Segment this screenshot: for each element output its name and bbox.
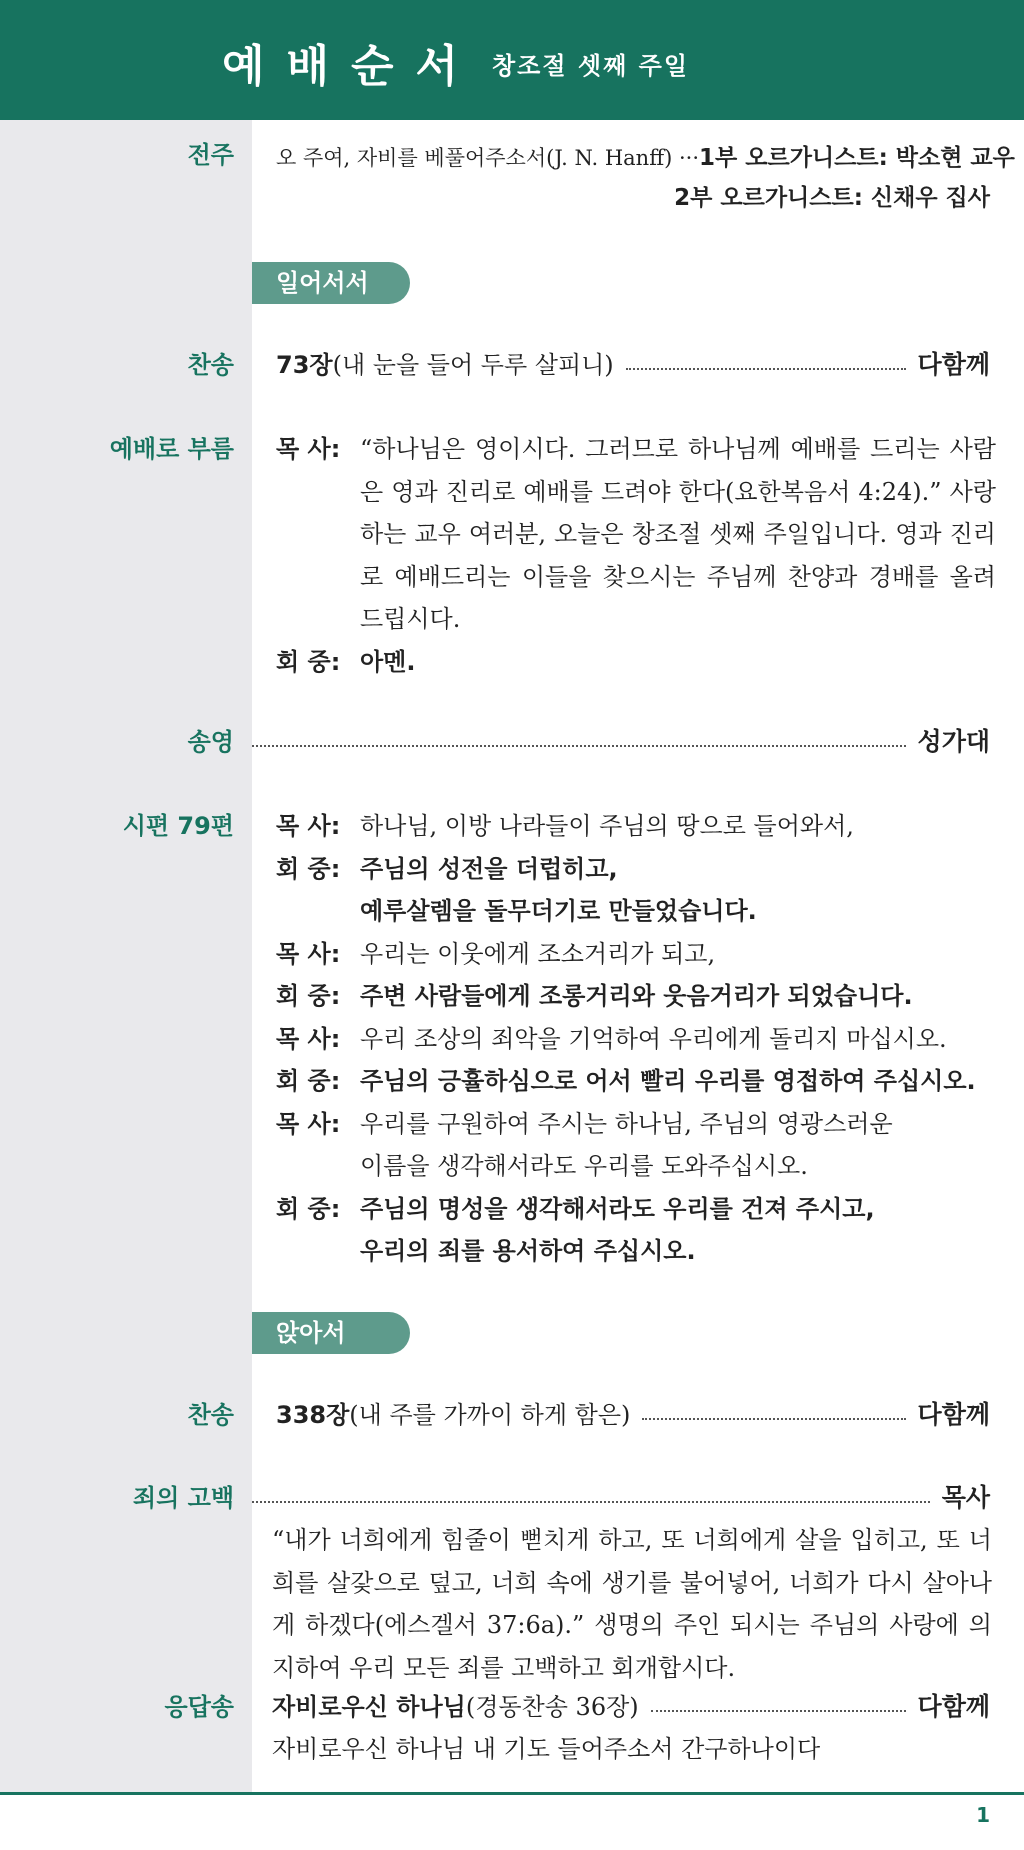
hymn1-number: 73장 [276, 351, 333, 379]
dialog-entry [276, 1103, 996, 1146]
prelude-block [276, 138, 1015, 218]
dialog-entry [276, 428, 996, 641]
speaker [276, 890, 360, 933]
response-source: (경동찬송 36장) [465, 1693, 639, 1721]
dialog-text: 주변 사람들에게 조롱거리와 웃음거리가 되었습니다. [360, 982, 913, 1010]
dialog-text: 우리를 구원하여 주시는 하나님, 주님의 영광스러운 [360, 1109, 893, 1138]
organist-2: 2부 오르가니스트: 신채우 집사 [674, 185, 990, 211]
dialog-text: 하나님, 이방 나라들이 주님의 땅으로 들어와서, [360, 812, 854, 840]
organist-1: 1부 오르가니스트: 박소현 교우 [699, 145, 1015, 171]
dialog-text: 주님의 성전을 더럽히고, [360, 854, 618, 883]
dialog-entry [276, 1145, 996, 1188]
hymn1-label: 찬송 [187, 351, 234, 379]
psalm-dialog [276, 805, 996, 1273]
header-banner [0, 0, 1024, 120]
dialog-text: 주님의 긍휼하심으로 어서 빨리 우리를 영접하여 주십시오. [360, 1067, 976, 1095]
hymn1-by: 다함께 [917, 350, 990, 379]
dialog-entry [276, 975, 996, 1018]
anthem-label: 송영 [187, 728, 234, 756]
dialog-entry [276, 641, 996, 684]
response-by: 다함께 [917, 1692, 990, 1721]
speaker: 회 중: [276, 647, 341, 676]
dot-leader [642, 1418, 905, 1420]
stand-pill: 일어서서 [252, 262, 410, 304]
hymn2-line [276, 1398, 990, 1432]
dialog-entry [276, 805, 996, 848]
dialog-entry [276, 1188, 996, 1231]
sit-pill: 앉아서 [252, 1312, 410, 1354]
dialog-text: 우리는 이웃에게 조소거리가 되고, [360, 939, 716, 968]
anthem-by: 성가대 [917, 727, 990, 756]
speaker [276, 1230, 360, 1273]
psalm-label: 시편 79편 [122, 812, 234, 840]
confession-by: 목사 [941, 1483, 990, 1512]
speaker: 회 중: [276, 854, 341, 883]
dialog-entry [276, 1230, 996, 1273]
confession-line [252, 1481, 990, 1515]
dialog-entry [276, 933, 996, 976]
dot-leader [252, 1501, 930, 1503]
hymn2-label: 찬송 [187, 1401, 234, 1429]
hymn2-title: (내 주를 가까이 하게 함은) [349, 1401, 631, 1429]
dialog-text: 예루살렘을 돌무더기로 만들었습니다. [360, 897, 757, 925]
dialog-text: 아멘. [360, 647, 416, 676]
speaker: 목 사: [276, 1024, 341, 1053]
prelude-piece: 오 주여, 자비를 베풀어주소서(J. N. Hanff) ··· [276, 146, 700, 170]
response-line [272, 1690, 990, 1724]
speaker: 회 중: [276, 1067, 341, 1095]
speaker: 목 사: [276, 435, 341, 463]
dialog-text: 이름을 생각해서라도 우리를 도와주십시오. [360, 1152, 808, 1180]
page-subtitle: 창조절 셋째 주일 [492, 52, 689, 80]
page-number: 1 [976, 1803, 990, 1827]
response-title: 자비로우신 하나님 [272, 1693, 466, 1721]
dialog-entry [276, 890, 996, 933]
dialog-text: 주님의 명성을 생각해서라도 우리를 건져 주시고, [360, 1194, 875, 1223]
speaker: 회 중: [276, 1194, 341, 1223]
dialog-entry [276, 848, 996, 891]
call-dialog [276, 428, 996, 683]
dot-leader [626, 368, 906, 370]
speaker: 목 사: [276, 1109, 341, 1138]
hymn1-title: (내 눈을 들어 두루 살피니) [332, 351, 614, 379]
response-label: 응답송 [164, 1693, 234, 1721]
hymn2-number: 338장 [276, 1401, 350, 1429]
call-label: 예배로 부름 [109, 435, 234, 463]
hymn2-by: 다함께 [917, 1400, 990, 1429]
dialog-text: “하나님은 영이시다. 그러므로 하나님께 예배를 드리는 사람은 영과 진리로 예배를 드려야 한다(요한복음서 4:24).” 사랑하는 교우 여러분, 오늘은 창조절 셋째 주일입니다. 영과 진리로 예배드리는 이들을 찾으시는 주님께 찬양과 경배를 올려 드립시다. [360, 435, 996, 633]
response-lyric: 자비로우신 하나님 내 기도 들어주소서 간구하나이다 [272, 1735, 821, 1763]
dialog-text: 우리의 죄를 용서하여 주십시오. [360, 1237, 696, 1265]
page-title: 예배순서 [222, 41, 481, 92]
prelude-label: 전주 [187, 141, 234, 169]
footer-rule [0, 1792, 1024, 1795]
speaker [276, 1145, 360, 1188]
dot-leader [651, 1710, 906, 1712]
speaker: 목 사: [276, 812, 341, 840]
dialog-entry [276, 1060, 996, 1103]
anthem-line [252, 725, 990, 759]
dialog-text: 우리 조상의 죄악을 기억하여 우리에게 돌리지 마십시오. [360, 1024, 947, 1053]
confession-label: 죄의 고백 [132, 1484, 234, 1512]
confession-text: “내가 너희에게 힘줄이 뻗치게 하고, 또 너희에게 살을 입히고, 또 너희를 살갗으로 덮고, 너희 속에 생기를 불어넣어, 너희가 다시 살아나게 하겠다(에스겔서 37:6a).” 생명의 주인 되시는 주님의 사랑에 의지하여 우리 모든 죄를 고백하고 회개합시다. [272, 1526, 992, 1682]
speaker: 회 중: [276, 982, 341, 1010]
hymn1-line [276, 348, 990, 382]
speaker: 목 사: [276, 939, 341, 968]
dialog-entry [276, 1018, 996, 1061]
dot-leader [252, 745, 906, 747]
